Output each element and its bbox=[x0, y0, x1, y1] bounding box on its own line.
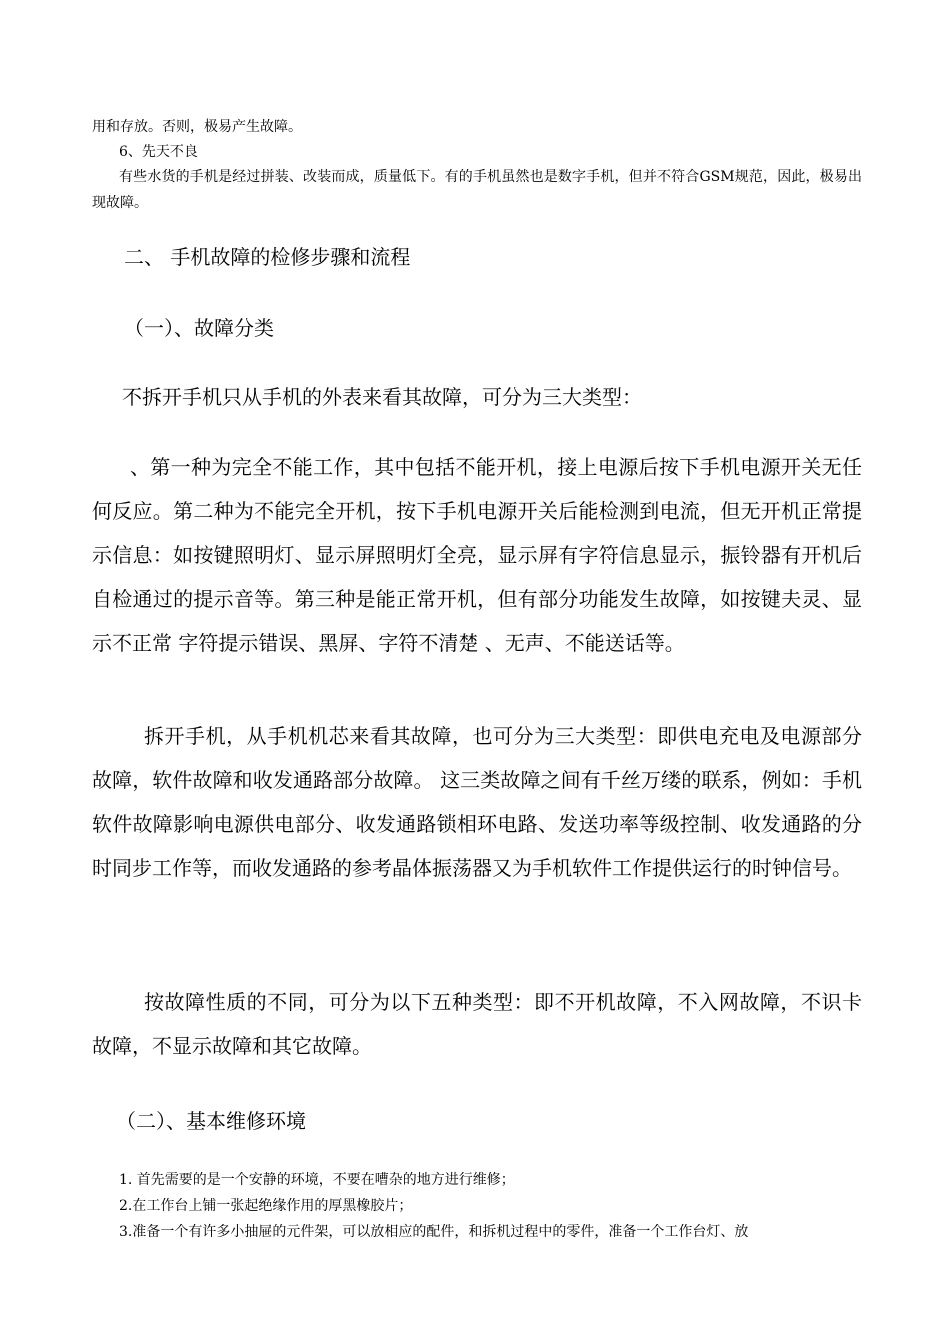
list-item-3: 3.准备一个有许多小抽屉的元件架，可以放相应的配件，和拆机过程中的零件，准备一个工作台灯、放 bbox=[119, 1224, 749, 1240]
paragraph-external-fault-types: 不拆开手机只从手机的外表来看其故障，可分为三大类型： bbox=[122, 385, 642, 409]
subsection-title-fault-classification: （一）、故障分类 bbox=[124, 316, 274, 340]
paragraph-counterfeit-phones: 有些水货的手机是经过拼装、改装而成，质量低下。有的手机虽然也是数字手机，但并不符合GSM规范，因此，极易出现故障。 bbox=[92, 169, 862, 211]
paragraph-five-fault-types: 按故障性质的不同，可分为以下五种类型：即不开机故障，不入网故障，不识卡故障，不显示故障和其它故障。 bbox=[92, 990, 862, 1058]
paragraph-three-fault-types: 、第一种为完全不能工作，其中包括不能开机，接上电源后按下手机电源开关无任何反应。第二种为不能完全开机，按下手机电源开关后能检测到电流，但无开机正常提示信息：如按键照明灯、显示屏照明灯全亮，显示屏有字符信息显示，振铃器有开机后自检通过的提示音等。第三种是能正常开机，但有部分功能发生故障，如按键夫灵、显示不正常 字符提示错误、黑屏、字符不清楚 、无声、不能送话等。 bbox=[92, 455, 862, 655]
section-title-repair-steps: 二、 手机故障的检修步骤和流程 bbox=[124, 245, 411, 269]
paragraph-internal-fault-types: 拆开手机，从手机机芯来看其故障，也可分为三大类型：即供电充电及电源部分故障，软件故障和收发通路部分故障。 这三类故障之间有千丝万缕的联系，例如：手机软件故障影响电源供电部分、收发通路锁相环电路、发送功率等级控制、收发通路的分时同步工作等，而收发通路的参考晶体振荡器又为手机软件工作提供运行的时钟信号。 bbox=[92, 724, 862, 880]
subsection-title-repair-environment: （二）、基本维修环境 bbox=[116, 1109, 306, 1133]
list-item-1: 1. 首先需要的是一个安静的环境，不要在嘈杂的地方进行维修； bbox=[119, 1172, 515, 1188]
text-line-storage: 用和存放。否则，极易产生故障。 bbox=[92, 119, 302, 135]
list-item-2: 2.在工作台上铺一张起绝缘作用的厚黑橡胶片； bbox=[119, 1198, 413, 1214]
list-heading-congenital-defect: 6、先天不良 bbox=[119, 144, 198, 160]
